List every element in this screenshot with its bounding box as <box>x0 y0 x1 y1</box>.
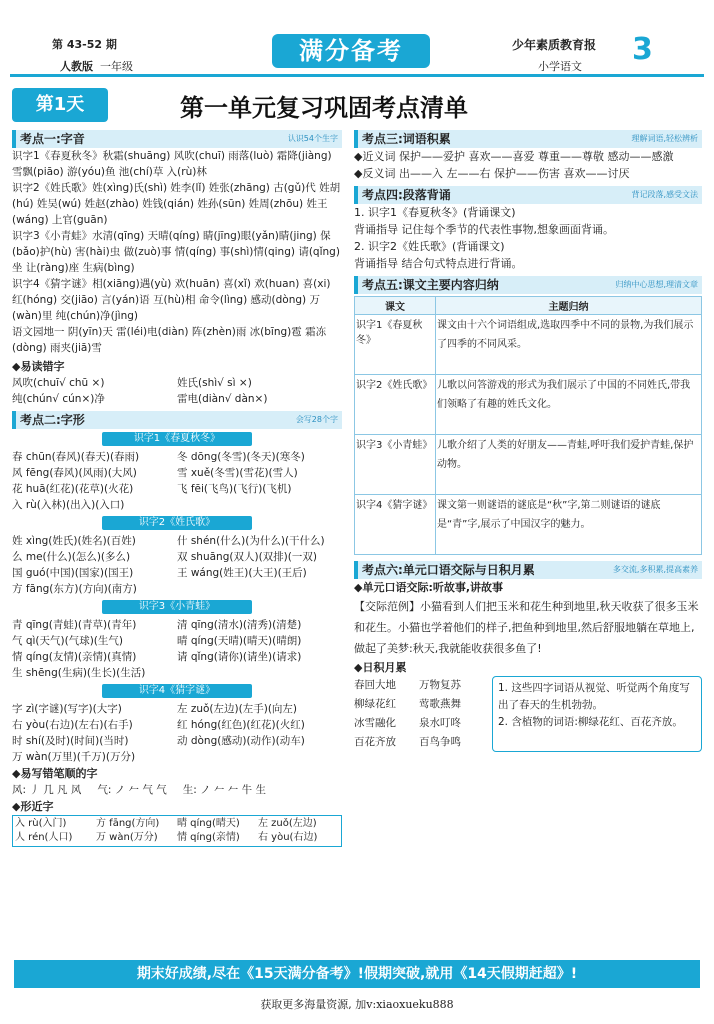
list-item: 柳绿花红 <box>354 698 396 710</box>
list-item: 识字1《春夏秋冬》秋霜(shuāng) 风吹(chuī) 雨落(luò) 霜降(jiàng) 雪飘(piāo) 游(yóu)鱼 池(chí)草 入(rù)林 <box>12 150 332 178</box>
list-item: 气: ノ 𠂉 气 气 <box>97 784 167 796</box>
list-item: 生: ノ 𠂉 𠂉 牛 生 <box>182 784 267 796</box>
section-k3: 考点三:词语积累 理解词语,轻松辨析 <box>354 130 702 148</box>
list-item: 入 rù(入门) 人 rén(人口) <box>15 818 73 843</box>
list-item: 2. 含植物的词语:柳绿花红、百花齐放。 <box>498 716 683 728</box>
right-column <box>354 130 702 752</box>
list-item: 飞 fēi(飞鸟)(飞行)(飞机) <box>177 483 292 495</box>
list-item: 风: 丿 几 凡 风 <box>12 784 82 796</box>
list-item: 识字4《猜字谜》相(xiāng)遇(yù) 欢(huān) 喜(xǐ) 欢(huan) 喜(xi) 红(hóng) 交(jiāo) 言(yán)语 互(hù)相 命令(lìng) 感动(dòng) 万(wàn)里 纯(chún)净(jìng) <box>12 278 331 322</box>
table-row: 识字3《小青蛙》 儿歌介绍了人类的好朋友——青蛙,呼吁我们爱护青蛙,保护动物。 <box>355 435 702 495</box>
list-item: 语文园地一 阴(yīn)天 雷(léi)电(diàn) 阵(zhèn)雨 冰(bīng)雹 霜冻(dòng) 雨夹(jiā)雪 <box>12 326 327 354</box>
watermark-text: 获取更多海量资源, 加v:xiaoxueku888 <box>260 998 454 1011</box>
group-label: 识字1《春夏秋冬》 <box>102 432 252 446</box>
list-item <box>177 749 342 765</box>
k1-lines <box>12 148 342 356</box>
list-item <box>177 665 342 681</box>
list-item: 方 fāng(东方)(方向)(南方) <box>12 583 137 595</box>
list-item: 姓氏(shì√ sì ×) <box>177 377 252 389</box>
section-k2: 考点二:字形 会写28个字 <box>12 411 342 429</box>
list-item: 识字2《姓氏歌》姓(xìng)氏(shì) 姓李(lǐ) 姓张(zhāng) 古(gǔ)代 姓胡(hú) 姓吴(wú) 姓赵(zhào) 姓钱(qián) 姓孙(sūn) 姓周(zhōu) 姓王(wáng) 上官(guān) <box>12 182 341 226</box>
list-item: 晴 qíng(晴天) 情 qíng(亲情) <box>177 818 240 843</box>
table-header: 主题归纳 <box>436 297 702 315</box>
list-item: 背诵指导 记住每个季节的代表性事物,想象画面背诵。 <box>354 223 614 236</box>
list-item: 百鸟争鸣 <box>419 736 461 748</box>
group-label: 识字4《猜字谜》 <box>102 684 252 698</box>
synonyms: ◆近义词 保护——爱护 喜欢——喜爱 尊重——尊敬 感动——感激 <box>354 150 674 163</box>
day-badge: 第1天 <box>12 88 108 122</box>
idiom-grid <box>354 676 484 752</box>
list-item: 1. 识字1《春夏秋冬》(背诵课文) <box>354 206 516 219</box>
list-item: 纯(chún√ cún×)净 <box>12 393 105 405</box>
list-item: 冰雪融化 <box>354 717 396 729</box>
banner-title: 满分备考 <box>272 34 430 68</box>
list-item: 清 qīng(清水)(清秀)(清楚) <box>177 619 302 631</box>
list-item: 字 zì(字谜)(写字)(大字) <box>12 703 122 715</box>
list-item: 右 yòu(右边)(左右)(右手) <box>12 719 133 731</box>
subject: 小学语文 <box>538 60 582 73</box>
list-item: 青 qīng(青蛙)(青草)(青年) <box>12 619 137 631</box>
stroke-list <box>12 782 342 798</box>
list-item: 万 wàn(万里)(千万)(万分) <box>12 751 136 763</box>
list-item: 时 shí(及时)(时间)(当时) <box>12 735 129 747</box>
list-item: 1. 这些四字词语从视觉、听觉两个角度写出了春天的生机勃勃。 <box>498 682 690 711</box>
list-item: 晴 qíng(天晴)(晴天)(晴朗) <box>177 635 302 647</box>
list-item: 春 chūn(春风)(春天)(春雨) <box>12 451 140 463</box>
list-item: 什 shén(什么)(为什么)(干什么) <box>177 535 325 547</box>
daily-title: ◆日积月累 <box>354 661 407 674</box>
group-rows <box>12 701 342 765</box>
tips-box <box>492 676 702 752</box>
group-label: 识字3《小青蛙》 <box>102 600 252 614</box>
group-rows <box>12 617 342 681</box>
section-k1: 考点一:字音 认识54个生字 <box>12 130 342 148</box>
list-item: 姓 xìng(姓氏)(姓名)(百姓) <box>12 535 136 547</box>
list-item <box>177 497 342 513</box>
daily-block <box>354 676 702 752</box>
list-item: 花 huā(红花)(花草)(火花) <box>12 483 134 495</box>
list-item: 春回大地 <box>354 679 396 691</box>
list-item: 左 zuǒ(左边) 右 yòu(右边) <box>258 818 318 843</box>
group-label: 识字2《姓氏歌》 <box>102 516 252 530</box>
antonyms: ◆反义词 出——入 左——右 保护——伤害 喜欢——讨厌 <box>354 167 630 180</box>
section-k5: 考点五:课文主要内容归纳 归纳中心思想,理清文章 <box>354 276 702 294</box>
list-item: 2. 识字2《姓氏歌》(背诵课文) <box>354 240 505 253</box>
page-header <box>0 0 714 84</box>
table-row: 识字1《春夏秋冬》 课文由十六个词语组成,选取四季中不同的景物,为我们展示了四季的不同风采。 <box>355 315 702 375</box>
list-item: 红 hóng(红色)(红花)(火红) <box>177 719 305 731</box>
list-item: 双 shuāng(双人)(双排)(一双) <box>177 551 317 563</box>
issue-number: 第 43-52 期 <box>52 38 117 51</box>
stroke-title: ◆易写错笔顺的字 <box>12 767 98 780</box>
table-header: 课文 <box>355 297 436 315</box>
paper-name: 少年素质教育报 <box>512 38 597 52</box>
table-row: 识字2《姓氏歌》 儿歌以问答游戏的形式为我们展示了中国的不同姓氏,带我们领略了有趣的姓氏文化。 <box>355 375 702 435</box>
group-rows <box>12 449 342 513</box>
list-item: 百花齐放 <box>354 736 396 748</box>
grade: 一年级 <box>100 60 133 73</box>
list-item: 动 dòng(感动)(动作)(动车) <box>177 735 305 747</box>
left-column <box>12 130 342 847</box>
similar-title: ◆形近字 <box>12 800 54 813</box>
list-item: 雷电(diàn√ dàn×) <box>177 393 268 405</box>
list-item: 莺歌燕舞 <box>419 698 461 710</box>
list-item: 风吹(chuī√ chū ×) <box>12 377 105 389</box>
header-rule <box>10 74 704 77</box>
page-number: 3 <box>632 32 653 67</box>
list-item: 左 zuǒ(左边)(左手)(向左) <box>177 703 298 715</box>
page-title: 第一单元复习巩固考点清单 <box>180 94 468 122</box>
section-k6: 考点六:单元口语交际与日积月累 多交流,多积累,提高素养 <box>354 561 702 579</box>
section-k4: 考点四:段落背诵 背记段落,感受文法 <box>354 186 702 204</box>
list-item: 王 wáng(姓王)(大王)(王后) <box>177 567 307 579</box>
typo-grid <box>12 375 342 407</box>
list-item: 请 qǐng(请你)(请坐)(请求) <box>177 651 302 663</box>
group-rows <box>12 533 342 597</box>
typo-title: ◆易读错字 <box>12 360 65 373</box>
publisher: 人教版 <box>60 60 93 73</box>
list-item: 识字3《小青蛙》水清(qīng) 天晴(qíng) 睛(jīng)眼(yǎn)睛(jing) 保(bǎo)护(hù) 害(hài)虫 做(zuò)事 情(qíng) 事(shì)情(qing) 请(qǐng)坐 让(ràng)座 生病(bìng) <box>12 230 340 274</box>
list-item: 情 qíng(友情)(亲情)(真情) <box>12 651 137 663</box>
list-item: 国 guó(中国)(国家)(国王) <box>12 567 134 579</box>
oral-title: ◆单元口语交际:听故事,讲故事 <box>354 581 504 594</box>
list-item <box>177 581 342 597</box>
list-item: 冬 dōng(冬雪)(冬天)(寒冬) <box>177 451 305 463</box>
list-item: 么 me(什么)(怎么)(多么) <box>12 551 131 563</box>
list-item: 背诵指导 结合句式特点进行背诵。 <box>354 257 523 270</box>
list-item: 泉水叮咚 <box>419 717 461 729</box>
footer-banner: 期末好成绩,尽在《15天满分备考》!假期突破,就用《14天假期赶超》! <box>14 960 700 988</box>
list-item: 气 qì(天气)(气球)(生气) <box>12 635 123 647</box>
list-item: 方 fāng(方向) 万 wàn(万分) <box>96 818 160 843</box>
story-text: 【交际范例】小猫看到人们把玉米和花生种到地里,秋天收获了很多玉米和花生。小猫也学着他们的样子,把鱼种到地里,然后舒服地躺在草地上,做起了美梦:秋天,我就能收获很多鱼了! <box>354 600 699 655</box>
list-item: 风 fēng(春风)(风雨)(大风) <box>12 467 137 479</box>
list-item: 生 shēng(生病)(生长)(生活) <box>12 667 146 679</box>
table-row: 识字4《猜字谜》 课文第一则谜语的谜底是“秋”字,第二则谜语的谜底是“青”字,展示了中国汉字的魅力。 <box>355 495 702 555</box>
list-item: 入 rù(入林)(出入)(入口) <box>12 499 125 511</box>
list-item: 雪 xuě(冬雪)(雪花)(雪人) <box>177 467 298 479</box>
similar-grid <box>12 815 342 847</box>
list-item: 万物复苏 <box>419 679 461 691</box>
summary-table <box>354 296 702 555</box>
